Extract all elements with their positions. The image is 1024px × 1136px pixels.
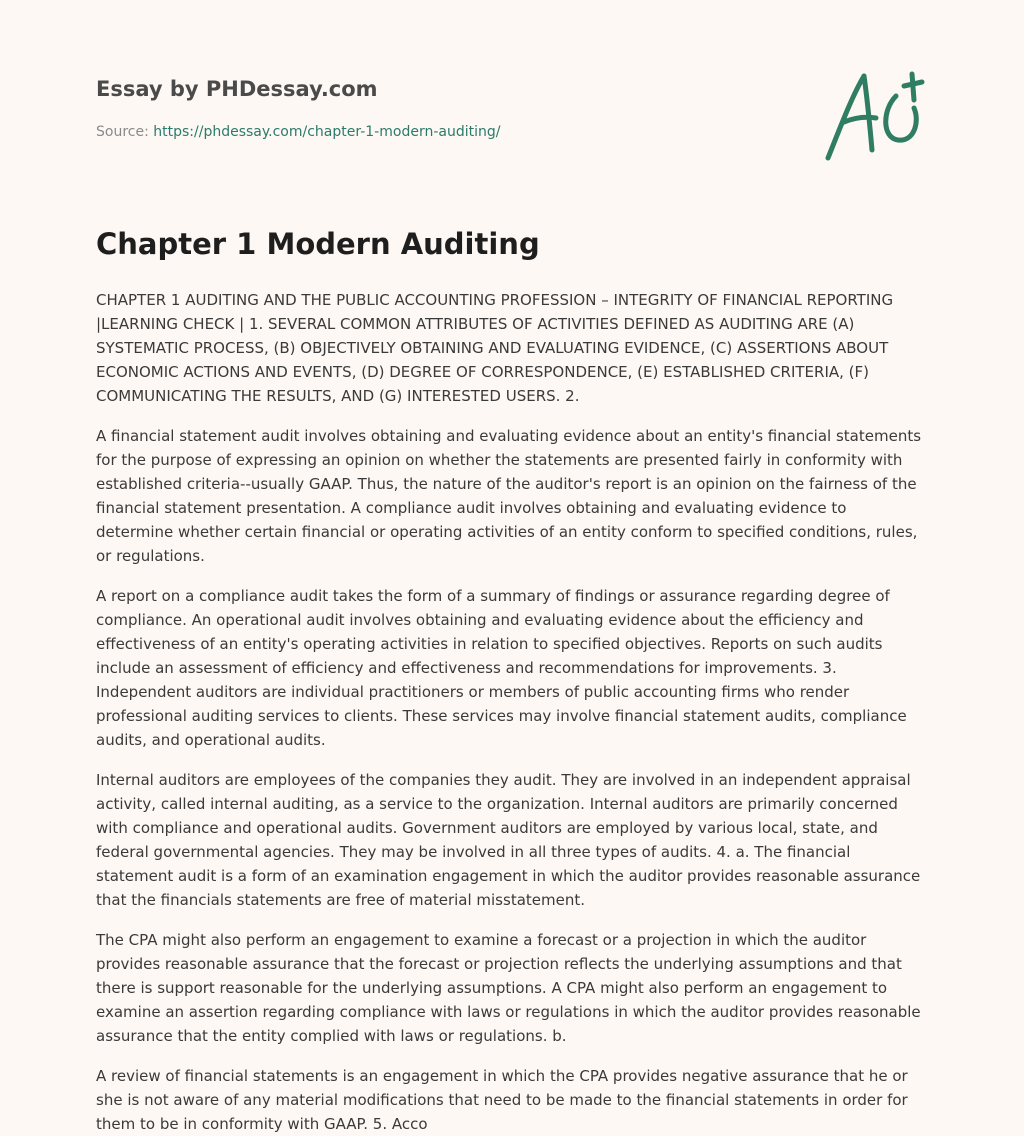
site-brand: Essay by PHDessay.com	[96, 77, 378, 101]
source-link[interactable]: https://phdessay.com/chapter-1-modern-auditing/	[153, 124, 501, 140]
paragraph: CHAPTER 1 AUDITING AND THE PUBLIC ACCOUNTING PROFESSION – INTEGRITY OF FINANCIAL REPORTING |LEARNING CHECK | 1. SEVERAL COMMON ATTRIBUTES OF ACTIVITIES DEFINED AS AUDITING ARE (A) SYSTEMATIC PROCESS, (B) OBJECTIVELY OBTAINING AND EVALUATING EVIDENCE, (C) ASSERTIONS ABOUT ECONOMIC ACTIONS AND EVENTS, (D) DEGREE OF CORRESPONDENCE, (E) ESTABLISHED CRITERIA, (F) COMMUNICATING THE RESULTS, AND (G) INTERESTED USERS. 2.	[96, 291, 894, 405]
article	[96, 205, 928, 1136]
paragraph: The CPA might also perform an engagement to examine a forecast or a projection in which the auditor provides reasonable assurance that the forecast or projection reflects the underlying assumptions and that there is support reasonable for the underlying assumptions. A CPA might also perform an engagement to examine an assertion regarding compliance with laws or regulations in which the auditor provides reasonable assurance that the entity complied with laws or regulations. b.	[96, 931, 921, 1045]
article-body	[96, 288, 928, 1136]
source-label: Source:	[96, 124, 149, 140]
paragraph: A financial statement audit involves obtaining and evaluating evidence about an entity's financial statements for the purpose of expressing an opinion on whether the statements are presented fairly in conformity with established criteria--usually GAAP. Thus, the nature of the auditor's report is an opinion on the fairness of the financial statement presentation. A compliance audit involves obtaining and evaluating evidence to determine whether certain financial or operating activities of an entity conform to specified conditions, rules, or regulations.	[96, 427, 922, 565]
paragraph: A report on a compliance audit takes the form of a summary of findings or assurance regarding degree of compliance. An operational audit involves obtaining and evaluating evidence about the efficiency and effectiveness of an entity's operating activities in relation to specified objectives. Reports on such audits include an assessment of efficiency and effectiveness and recommendations for improvements. 3. Independent auditors are individual practitioners or members of public accounting firms who render professional auditing services to clients. These services may involve financial statement audits, compliance audits, and operational audits.	[96, 587, 907, 749]
page-header	[96, 0, 928, 205]
a-plus-logo-icon	[824, 66, 924, 166]
paragraph: A review of financial statements is an engagement in which the CPA provides negative assurance that he or she is not aware of any material modifications that need to be made to the financial statements in order for them to be in conformity with GAAP. 5. Acco	[96, 1067, 908, 1133]
source-line	[96, 124, 500, 140]
paragraph: Internal auditors are employees of the companies they audit. They are involved in an independent appraisal activity, called internal auditing, as a service to the organization. Internal auditors are primarily concerned with compliance and operational audits. Government auditors are employed by various local, state, and federal governmental agencies. They may be involved in all three types of audits. 4. a. The financial statement audit is a form of an examination engagement in which the auditor provides reasonable assurance that the financials statements are free of material misstatement.	[96, 771, 921, 909]
page-title: Chapter 1 Modern Auditing	[96, 227, 540, 261]
